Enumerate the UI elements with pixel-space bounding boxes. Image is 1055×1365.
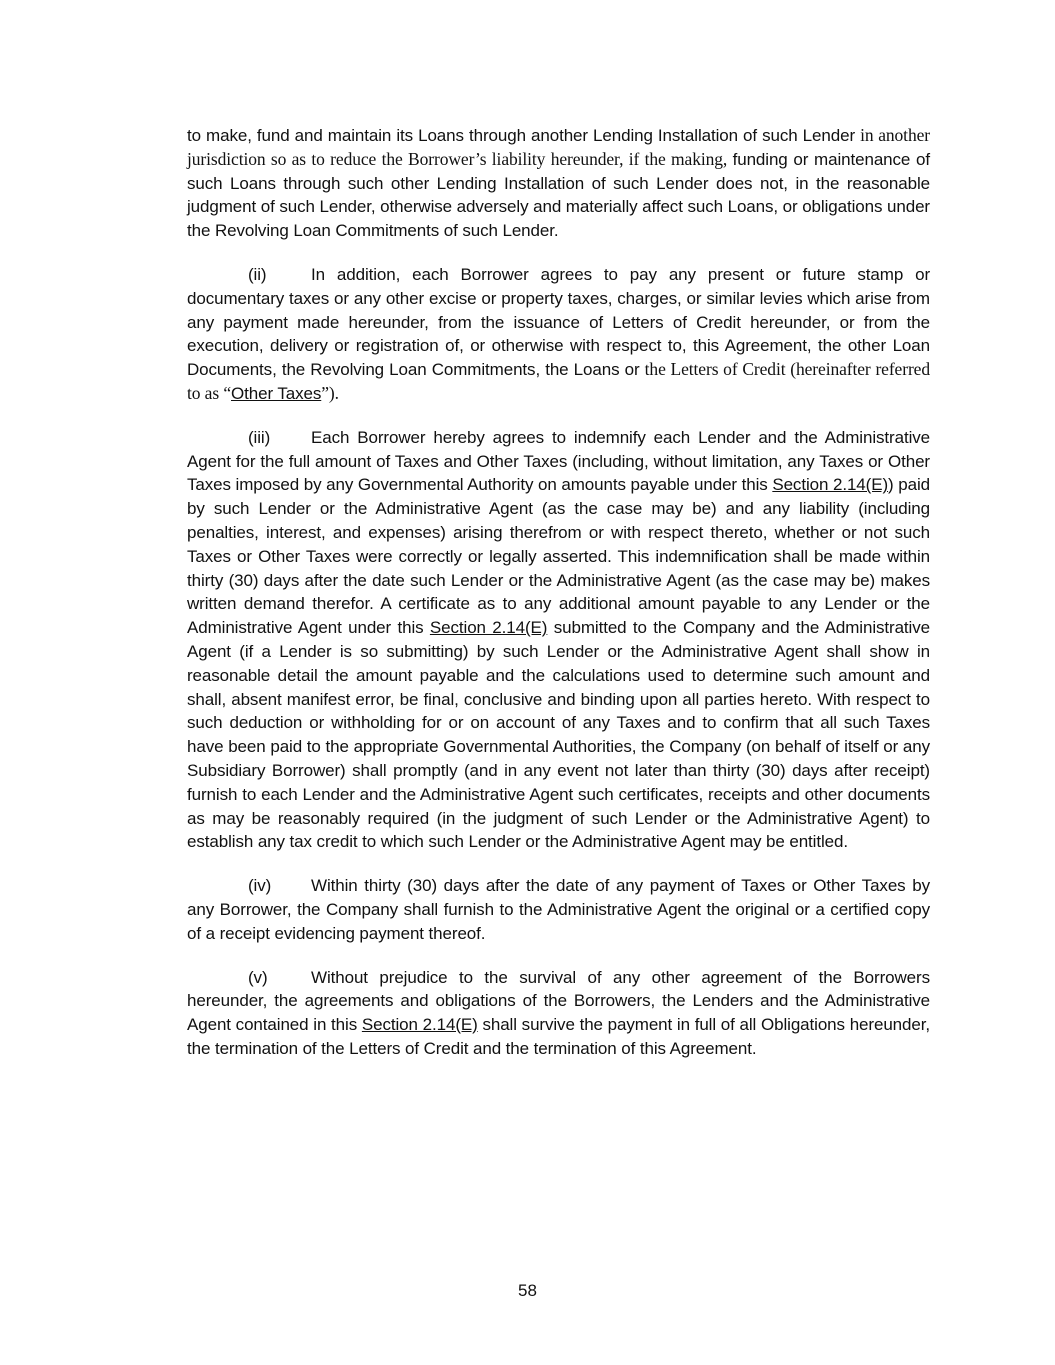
paragraph-text: submitted to the Company and the Administrative Agent (if a Lender is so submitting) by such Lender or the Administrative Agent shall show in reasonable detail the amount payable and the calculations used to determine such amount and shall, absent manifest error, be final, conclusive and binding upon all parties hereto. With respect to such deduction or withholding for or on account of any Taxes and to confirm that all such Taxes have been paid to the appropriate Governmental Authorities, the Company (on behalf of itself or any Subsidiary Borrower) shall promptly (and in any event not later than thirty (30) days after receipt) furnish to each Lender and the Administrative Agent such certificates, receipts and other documents as may be reasonably required (in the judgment of such Lender or the Administrative Agent) to establish any tax credit to which such Lender or the Administrative Agent may be entitled. — [187, 618, 930, 852]
paragraph-continuation — [187, 124, 930, 243]
page-number: 58 — [518, 1281, 537, 1300]
paragraph-text-serif: in another jurisdiction so as to reduce the Borrower’s liability hereunder, if the making, — [187, 125, 930, 169]
paragraph-text: to make, fund and maintain its Loans through another Lending Installation of such Lender — [187, 126, 861, 145]
paragraph-text: Within thirty (30) days after the date of any payment of Taxes or Other Taxes by any Borrower, the Company shall furnish to the Administrative Agent the original or a certified copy of a receipt evidencing payment thereof. — [187, 876, 930, 943]
paragraph-text: ) paid by such Lender or the Administrative Agent (as the case may be) and any liability (including penalties, interest, and expenses) arising therefrom or with respect thereto, whether or not such Taxes or Other Taxes were correctly or legally asserted. This indemnification shall be made within thirty (30) days after the date such Lender or the Administrative Agent (as the case may be) makes written demand therefor. A certificate as to any additional amount payable to any Lender or the Administrative Agent under this — [187, 475, 930, 638]
section-reference: Section 2.14(E) — [772, 475, 889, 495]
clause-number: (iv) — [248, 876, 272, 896]
section-reference: Section 2.14(E) — [429, 618, 548, 638]
clause-number: (v) — [248, 967, 268, 987]
paragraph-v — [187, 966, 930, 1061]
paragraph-ii — [187, 263, 930, 406]
paragraph-iii — [187, 426, 930, 854]
paragraph-text: Without prejudice to the survival of any other agreement of the Borrowers hereunder, the agreements and obligations of the Borrowers, the Lenders and the Administrative Agent contained in this — [187, 967, 930, 1035]
paragraph-text: In addition, each Borrower agrees to pay any present or future stamp or documentary taxes or any other excise or property taxes, charges, or similar levies which arise from any payment made hereunder, from the issuance of Letters of Credit hereunder, or from the execution, delivery or registration of, or otherwise with respect to, this Agreement, the other Loan Documents, the Revolving Loan Commitments, the Loans or — [187, 264, 930, 380]
document-body — [187, 124, 930, 1081]
defined-term-other-taxes: Other Taxes — [231, 383, 322, 403]
paragraph-iv — [187, 874, 930, 945]
section-reference: Section 2.14(E) — [361, 1015, 478, 1035]
paragraph-text-serif: the Letters of Credit (hereinafter referred to as “ — [187, 359, 931, 403]
clause-number: (iii) — [248, 427, 271, 447]
paragraph-text: shall survive the payment in full of all Obligations hereunder, the termination of the Letters of Credit and the termination of this Agreement. — [187, 1015, 930, 1058]
paragraph-text-serif: ”). — [321, 382, 339, 403]
clause-number: (ii) — [248, 264, 267, 284]
paragraph-text: Each Borrower hereby agrees to indemnify each Lender and the Administrative Agent for the full amount of Taxes and Other Taxes (including, without limitation, any Taxes or Other Taxes imposed by any Governmental Authority on amounts payable under this — [187, 427, 930, 495]
paragraph-text: funding or maintenance of such Loans through such other Lending Installation of such Lender does not, in the reasonable judgment of such Lender, otherwise adversely and materially affect such Loans, or obligations under the Revolving Loan Commitments of such Lender. — [187, 149, 930, 241]
